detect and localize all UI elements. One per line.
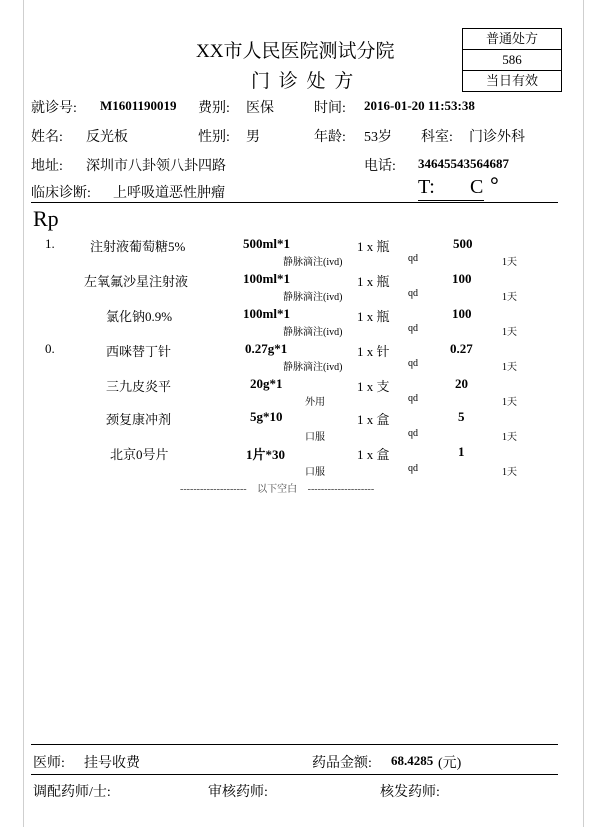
drug-amount: 68.4285 [391, 753, 434, 768]
drug-frequency: qd [408, 358, 418, 369]
document-title: 门 诊 处 方 [251, 71, 356, 92]
drug-spec: 100ml*1 [243, 271, 290, 286]
drug-spec: 5g*10 [250, 409, 283, 424]
drug-dose: 500 [453, 236, 473, 251]
drug-quantity: 1 x 瓶 [357, 239, 390, 254]
drug-dose: 20 [455, 376, 468, 391]
drug-spec: 20g*1 [250, 376, 283, 391]
prescription-type: 普通处方 [463, 29, 561, 50]
header-divider [31, 202, 558, 203]
dept-label: 科室: [421, 130, 453, 145]
footer-divider-top [31, 744, 558, 745]
prescription-validity: 当日有效 [485, 73, 538, 88]
drug-quantity: 1 x 瓶 [357, 274, 390, 289]
dash-left: -------------------- [180, 484, 247, 495]
drug-frequency: qd [408, 288, 418, 299]
fee-type-label: 费别: [198, 101, 230, 116]
drug-route: 口服 [305, 432, 325, 443]
patient-address: 深圳市八卦领八卦四路 [86, 159, 226, 174]
drug-frequency: qd [408, 323, 418, 334]
drug-spec: 500ml*1 [243, 236, 290, 251]
temperature-label: T: [418, 176, 435, 198]
drug-frequency: qd [408, 463, 418, 474]
drug-name: 注射液葡萄糖5% [90, 239, 186, 254]
age-label: 年龄: [314, 130, 346, 145]
name-label: 姓名: [31, 130, 63, 145]
end-of-list-marker [180, 480, 374, 495]
drug-quantity: 1 x 瓶 [357, 309, 390, 324]
drug-route: 口服 [305, 467, 325, 478]
reviewing-pharmacist-label: 审核药师: [208, 785, 268, 800]
doctor-name: 挂号收费 [84, 756, 140, 771]
temperature-unit: C [470, 176, 484, 198]
drug-quantity: 1 x 针 [357, 344, 390, 359]
drug-days: 1天 [502, 432, 517, 443]
drug-name: 颈复康冲剂 [106, 412, 172, 427]
time-label: 时间: [314, 101, 346, 116]
dispensing-pharmacist-label: 调配药师/士: [33, 785, 111, 800]
sex-label: 性别: [198, 130, 230, 145]
degree-symbol: ° [490, 172, 499, 197]
drug-spec: 100ml*1 [243, 306, 290, 321]
patient-phone: 34645543564687 [418, 156, 509, 171]
visit-no: M1601190019 [100, 98, 177, 113]
drug-days: 1天 [502, 292, 517, 303]
hospital-name: XX市人民医院测试分院 [196, 41, 395, 62]
item-group: 1. [45, 236, 55, 251]
visit-time: 2016-01-20 11:53:38 [364, 98, 475, 113]
page-border-left [23, 0, 24, 827]
drug-dose: 1 [458, 444, 465, 459]
drug-frequency: qd [408, 253, 418, 264]
prescription-number: 586 [463, 50, 561, 71]
visit-no-label: 就诊号: [31, 101, 77, 116]
end-note: 以下空白 [257, 484, 298, 495]
clinical-diagnosis: 上呼吸道恶性肿瘤 [113, 186, 225, 201]
drug-dose: 0.27 [450, 341, 473, 356]
fee-type: 医保 [246, 101, 274, 116]
drug-route: 静脉滴注(ivd) [283, 292, 343, 303]
drug-route: 静脉滴注(ivd) [283, 327, 343, 338]
dash-right: -------------------- [307, 484, 375, 495]
drug-route: 静脉滴注(ivd) [283, 257, 343, 268]
drug-name: 三九皮炎平 [106, 379, 172, 394]
drug-spec: 1片*30 [246, 447, 286, 462]
patient-age: 53岁 [364, 130, 392, 145]
diagnosis-label: 临床诊断: [31, 186, 91, 201]
drug-name: 西咪替丁针 [106, 344, 172, 359]
address-label: 地址: [31, 159, 63, 174]
patient-sex: 男 [246, 130, 260, 145]
drug-name: 氯化钠0.9% [106, 309, 173, 324]
drug-dose: 100 [452, 306, 472, 321]
drug-quantity: 1 x 支 [357, 379, 390, 394]
drug-days: 1天 [502, 397, 517, 408]
drug-frequency: qd [408, 393, 418, 404]
phone-label: 电话: [364, 159, 396, 174]
footer-divider-mid [31, 774, 558, 775]
drug-dose: 5 [458, 409, 465, 424]
drug-name: 北京0号片 [110, 447, 169, 462]
drug-spec: 0.27g*1 [245, 341, 288, 356]
drug-dose: 100 [452, 271, 472, 286]
drug-frequency: qd [408, 428, 418, 439]
temperature-field [418, 176, 484, 201]
prescription-type-box [462, 28, 562, 92]
drug-days: 1天 [502, 467, 517, 478]
patient-name: 反光板 [86, 130, 128, 145]
page-border-right [583, 0, 584, 827]
item-group: 0. [45, 341, 55, 356]
drug-route: 静脉滴注(ivd) [283, 362, 343, 373]
department: 门诊外科 [469, 130, 525, 145]
drug-days: 1天 [502, 257, 517, 268]
amount-label: 药品金额: [312, 756, 372, 771]
issuing-pharmacist-label: 核发药师: [380, 785, 440, 800]
drug-days: 1天 [502, 362, 517, 373]
drug-days: 1天 [502, 327, 517, 338]
drug-route: 外用 [305, 397, 325, 408]
drug-quantity: 1 x 盒 [357, 447, 390, 462]
rx-symbol: Rp [33, 206, 59, 231]
amount-unit: (元) [438, 756, 462, 771]
doctor-label: 医师: [33, 756, 65, 771]
drug-quantity: 1 x 盒 [357, 412, 390, 427]
drug-name: 左氧氟沙星注射液 [84, 274, 189, 289]
